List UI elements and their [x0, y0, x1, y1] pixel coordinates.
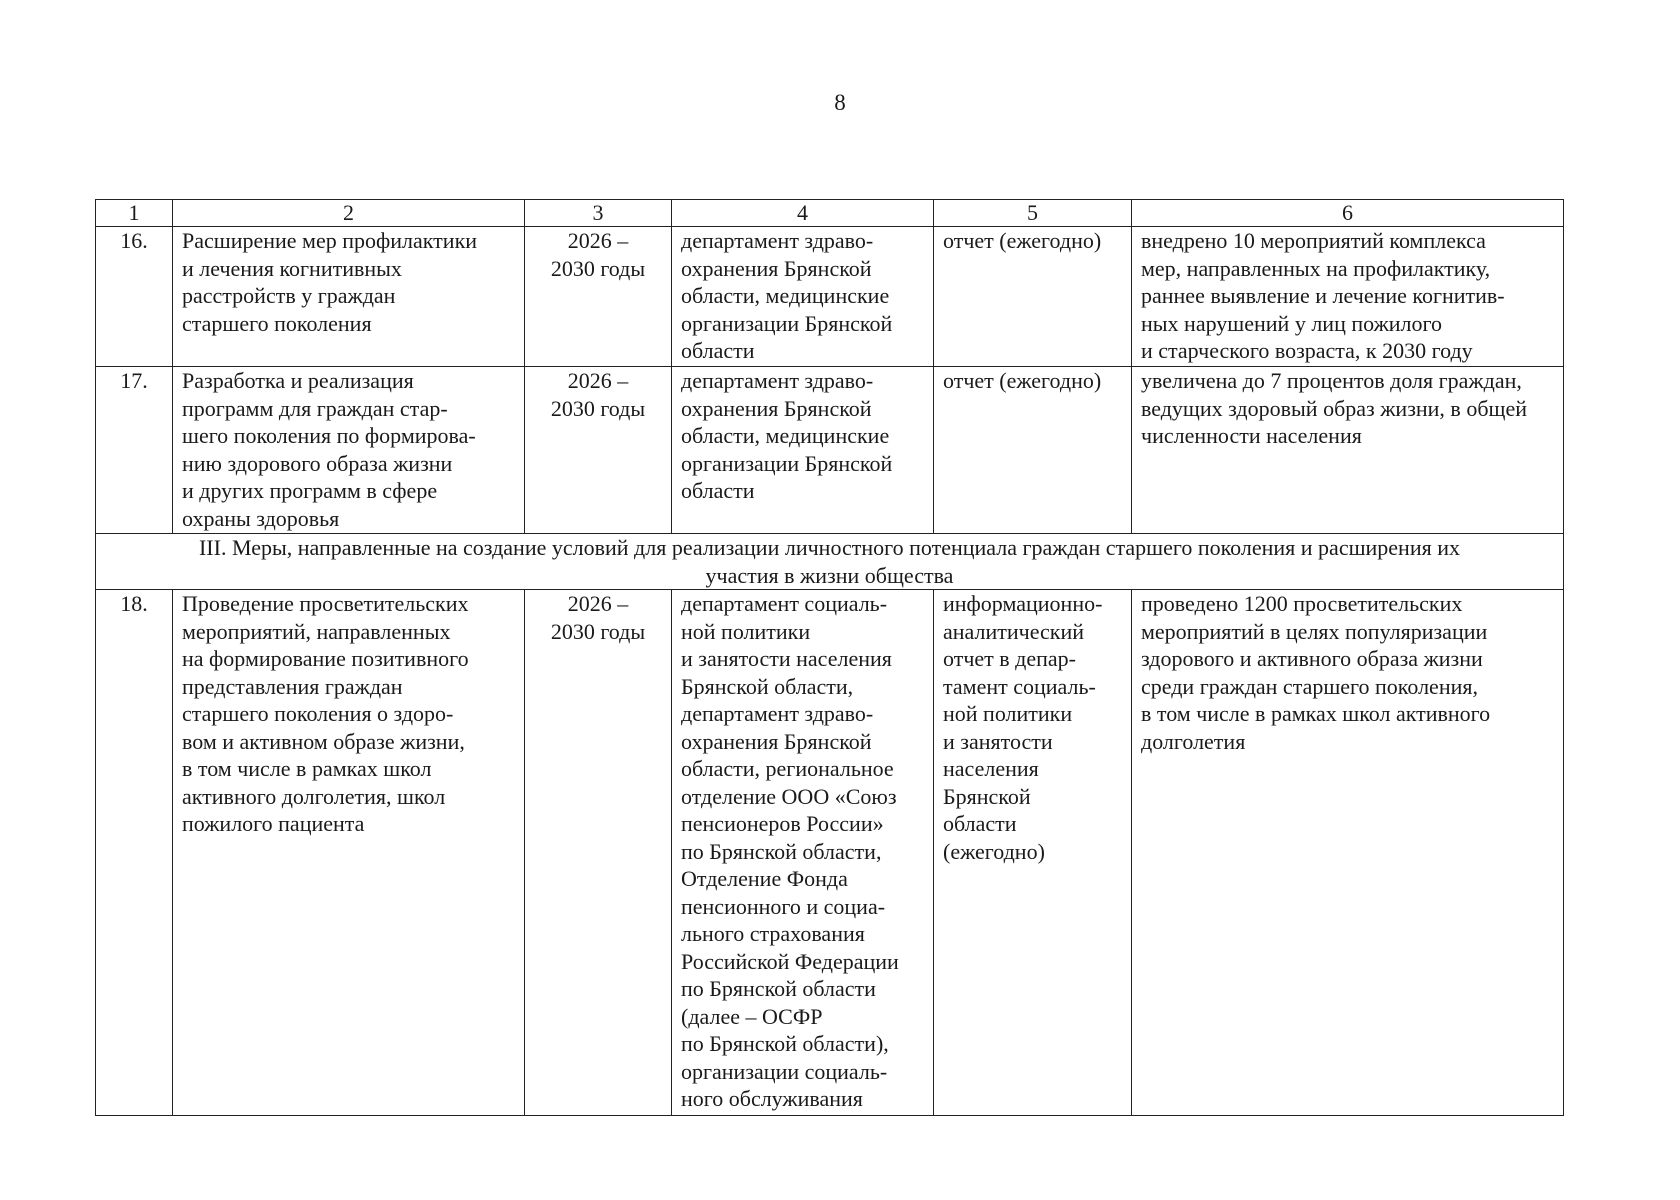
measure-cell: Разработка и реализация программ для граждан стар- шего поколения по формирова- нию здорового образа жизни и других программ в сфере охраны здоровья [173, 367, 525, 534]
row-number: 16. [96, 227, 173, 367]
executor-cell: департамент здраво- охранения Брянской области, медицинские организации Брянской области [672, 367, 934, 534]
measures-table [95, 199, 1564, 1116]
period-cell: 2026 – 2030 годы [525, 590, 672, 1116]
column-header: 3 [525, 200, 672, 227]
column-header: 5 [934, 200, 1132, 227]
table-row [96, 367, 1564, 534]
measure-cell: Расширение мер профилактики и лечения когнитивных расстройств у граждан старшего поколения [173, 227, 525, 367]
result-cell: увеличена до 7 процентов доля граждан, ведущих здоровый образ жизни, в общей численности населения [1132, 367, 1564, 534]
column-header: 6 [1132, 200, 1564, 227]
result-cell: внедрено 10 мероприятий комплекса мер, направленных на профилактику, раннее выявление и лечение когнитив- ных нарушений у лиц пожилого и старческого возраста, к 2030 году [1132, 227, 1564, 367]
executor-cell: департамент здраво- охранения Брянской области, медицинские организации Брянской области [672, 227, 934, 367]
row-number: 18. [96, 590, 173, 1116]
executor-cell: департамент социаль- ной политики и занятости населения Брянской области, департамент здраво- охранения Брянской области, региональное отделение ООО «Союз пенсионеров России» по Брянской области, Отделение Фонда пенсионного и социа- льного страхования Российской Федерации по Брянской области (далее – ОСФР по Брянской области), организации социаль- ного обслуживания [672, 590, 934, 1116]
measure-cell: Проведение просветительских мероприятий, направленных на формирование позитивного представления граждан старшего поколения о здоро- вом и активном образе жизни, в том числе в рамках школ активного долголетия, школ пожилого пациента [173, 590, 525, 1116]
table-header-row [96, 200, 1564, 227]
section-title: III. Меры, направленные на создание условий для реализации личностного потенциала граждан старшего поколения и расширения их участия в жизни общества [96, 534, 1564, 590]
page-number: 8 [834, 90, 846, 115]
period-cell: 2026 – 2030 годы [525, 367, 672, 534]
period-cell: 2026 – 2030 годы [525, 227, 672, 367]
column-header: 2 [173, 200, 525, 227]
row-number: 17. [96, 367, 173, 534]
column-header: 1 [96, 200, 173, 227]
result-cell: проведено 1200 просветительских мероприятий в целях популяризации здорового и активного образа жизни среди граждан старшего поколения, в том числе в рамках школ активного долголетия [1132, 590, 1564, 1116]
table-row [96, 590, 1564, 1116]
report-cell: информационно- аналитический отчет в депар- тамент социаль- ной политики и занятости населения Брянской области (ежегодно) [934, 590, 1132, 1116]
report-cell: отчет (ежегодно) [934, 367, 1132, 534]
section-row [96, 534, 1564, 590]
column-header: 4 [672, 200, 934, 227]
report-cell: отчет (ежегодно) [934, 227, 1132, 367]
table-row [96, 227, 1564, 367]
